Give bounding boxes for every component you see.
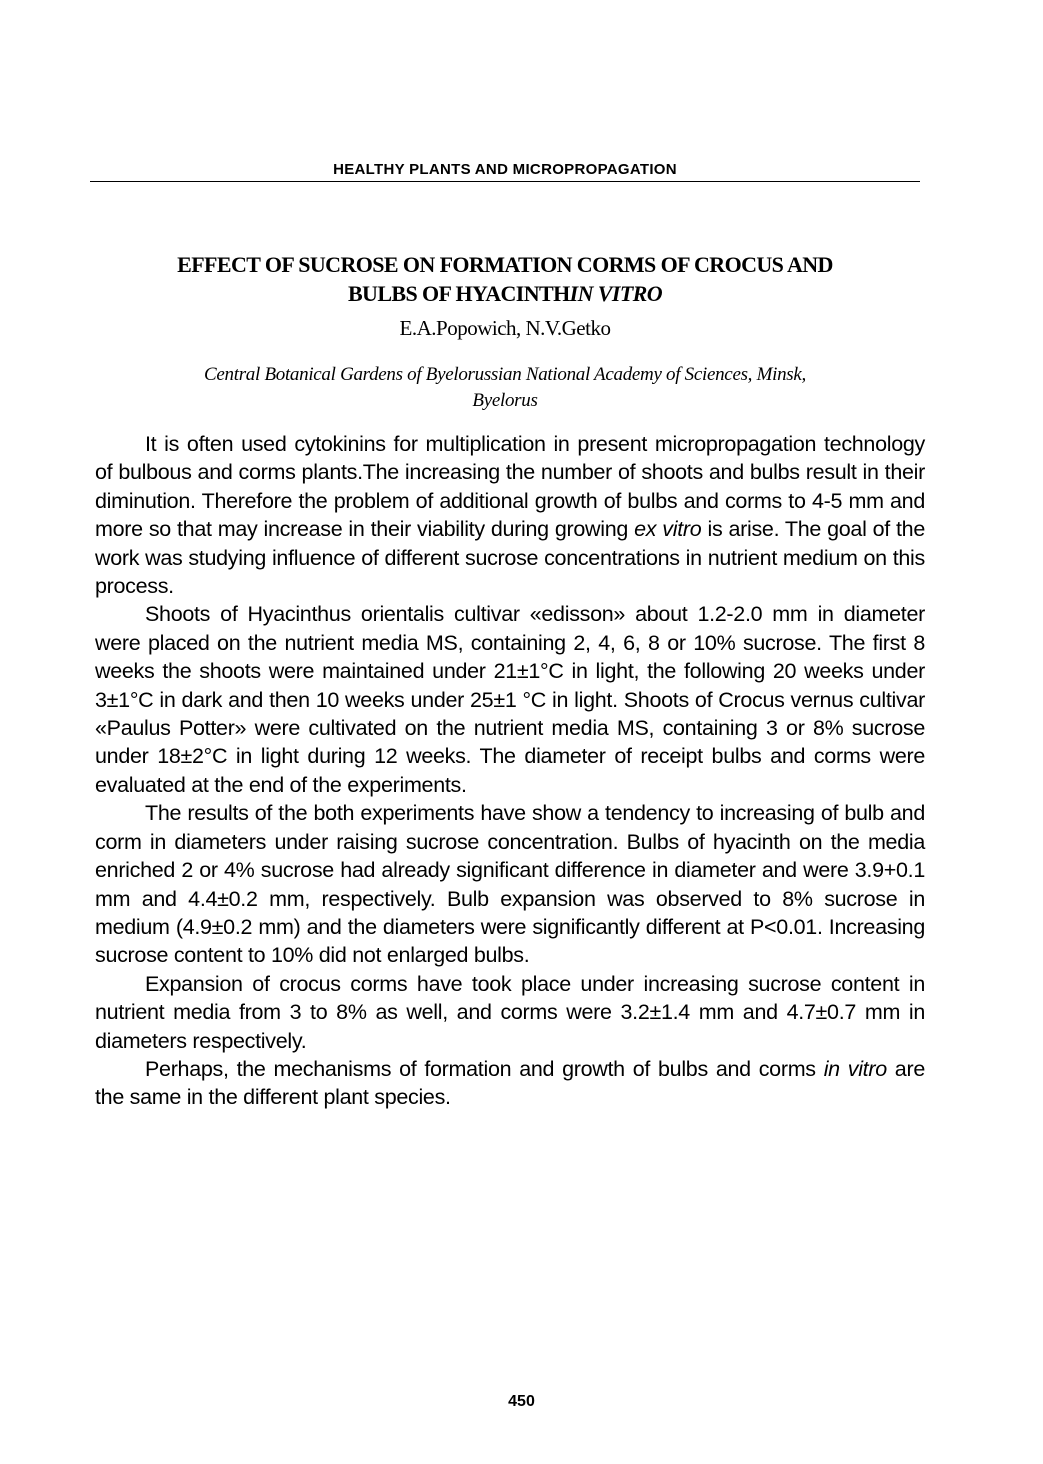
title-line-2 [95,279,915,308]
paragraph-2: Shoots of Hyacinthus orientalis cultivar «edisson» about 1.2-2.0 mm in diameter were placed on the nutrient media MS, containing 2, 4, 6, 8 or 10% sucrose. The first 8 weeks the shoots were maintained under 21±1°C in light, the following 20 weeks under 3±1°C in dark and then 10 weeks under 25±1 °C in light. Shoots of Crocus vernus cultivar «Paulus Potter» were cultivated on the nutrient media MS, containing 3 or 8% sucrose under 18±2°C in light during 12 weeks. The diameter of receipt bulbs and corms were evaluated at the end of the experiments. [95,602,925,797]
title-line-1: EFFECT OF SUCROSE ON FORMATION CORMS OF CROCUS AND [177,252,833,277]
paragraph-1-text-b: is arise. The goal of the work was studying influence of different sucrose concentrations in nutrient medium on this process. [95,517,925,599]
page-number: 450 [508,1393,535,1410]
title-line-2-italic: IN VITRO [569,281,663,306]
paragraph-4: Expansion of crocus corms have took place under increasing sucrose content in nutrient media from 3 to 8% as well, and corms were 3.2±1.4 mm and 4.7±0.7 mm in diameters respectively. [95,971,925,1053]
paragraph-5-text-a: Perhaps, the mechanisms of formation and growth of bulbs and corms [145,1056,824,1081]
abstract-body [95,430,925,1112]
paragraph-1-text-a: It is often used cytokinins for multiplication in present micropropagation technology of bulbous and corms plants.The increasing the number of shoots and bulbs result in their diminution. Therefore the problem of additional growth of bulbs and corms to 4-5 mm and more so that may increase in their viability during growing [95,432,925,542]
article-title [95,250,915,308]
paragraph-5-italic: in vitro [823,1056,887,1081]
title-line-2-main: BULBS OF HYACINTH [347,281,570,306]
affiliation-line-1: Central Botanical Gardens of Byelorussian National Academy of Sciences, Minsk, [204,364,806,385]
paragraph-1-italic: ex vitro [634,517,702,542]
paragraph-3: The results of the both experiments have show a tendency to increasing of bulb and corm in diameters under raising sucrose concentration. Bulbs of hyacinth on the media enriched 2 or 4% sucrose had already significant difference in diameter and were 3.9+0.1 mm and 4.4±0.2 mm, respectively. Bulb expansion was observed to 8% sucrose in medium (4.9±0.2 mm) and the diameters were significantly different at P<0.01. Increasing sucrose content to 10% did not enlarged bulbs. [95,801,925,968]
affiliation [110,362,900,414]
authors: E.A.Popowich, N.V.Getko [399,316,611,340]
paragraph-1 [95,430,925,600]
paragraph-5-text-b: are the same in the different plant species. [95,1056,925,1110]
header-rule [90,181,920,182]
affiliation-line-2: Byelorus [472,390,538,411]
paragraph-5 [95,1055,925,1112]
running-header: HEALTHY PLANTS AND MICROPROPAGATION [333,161,677,178]
